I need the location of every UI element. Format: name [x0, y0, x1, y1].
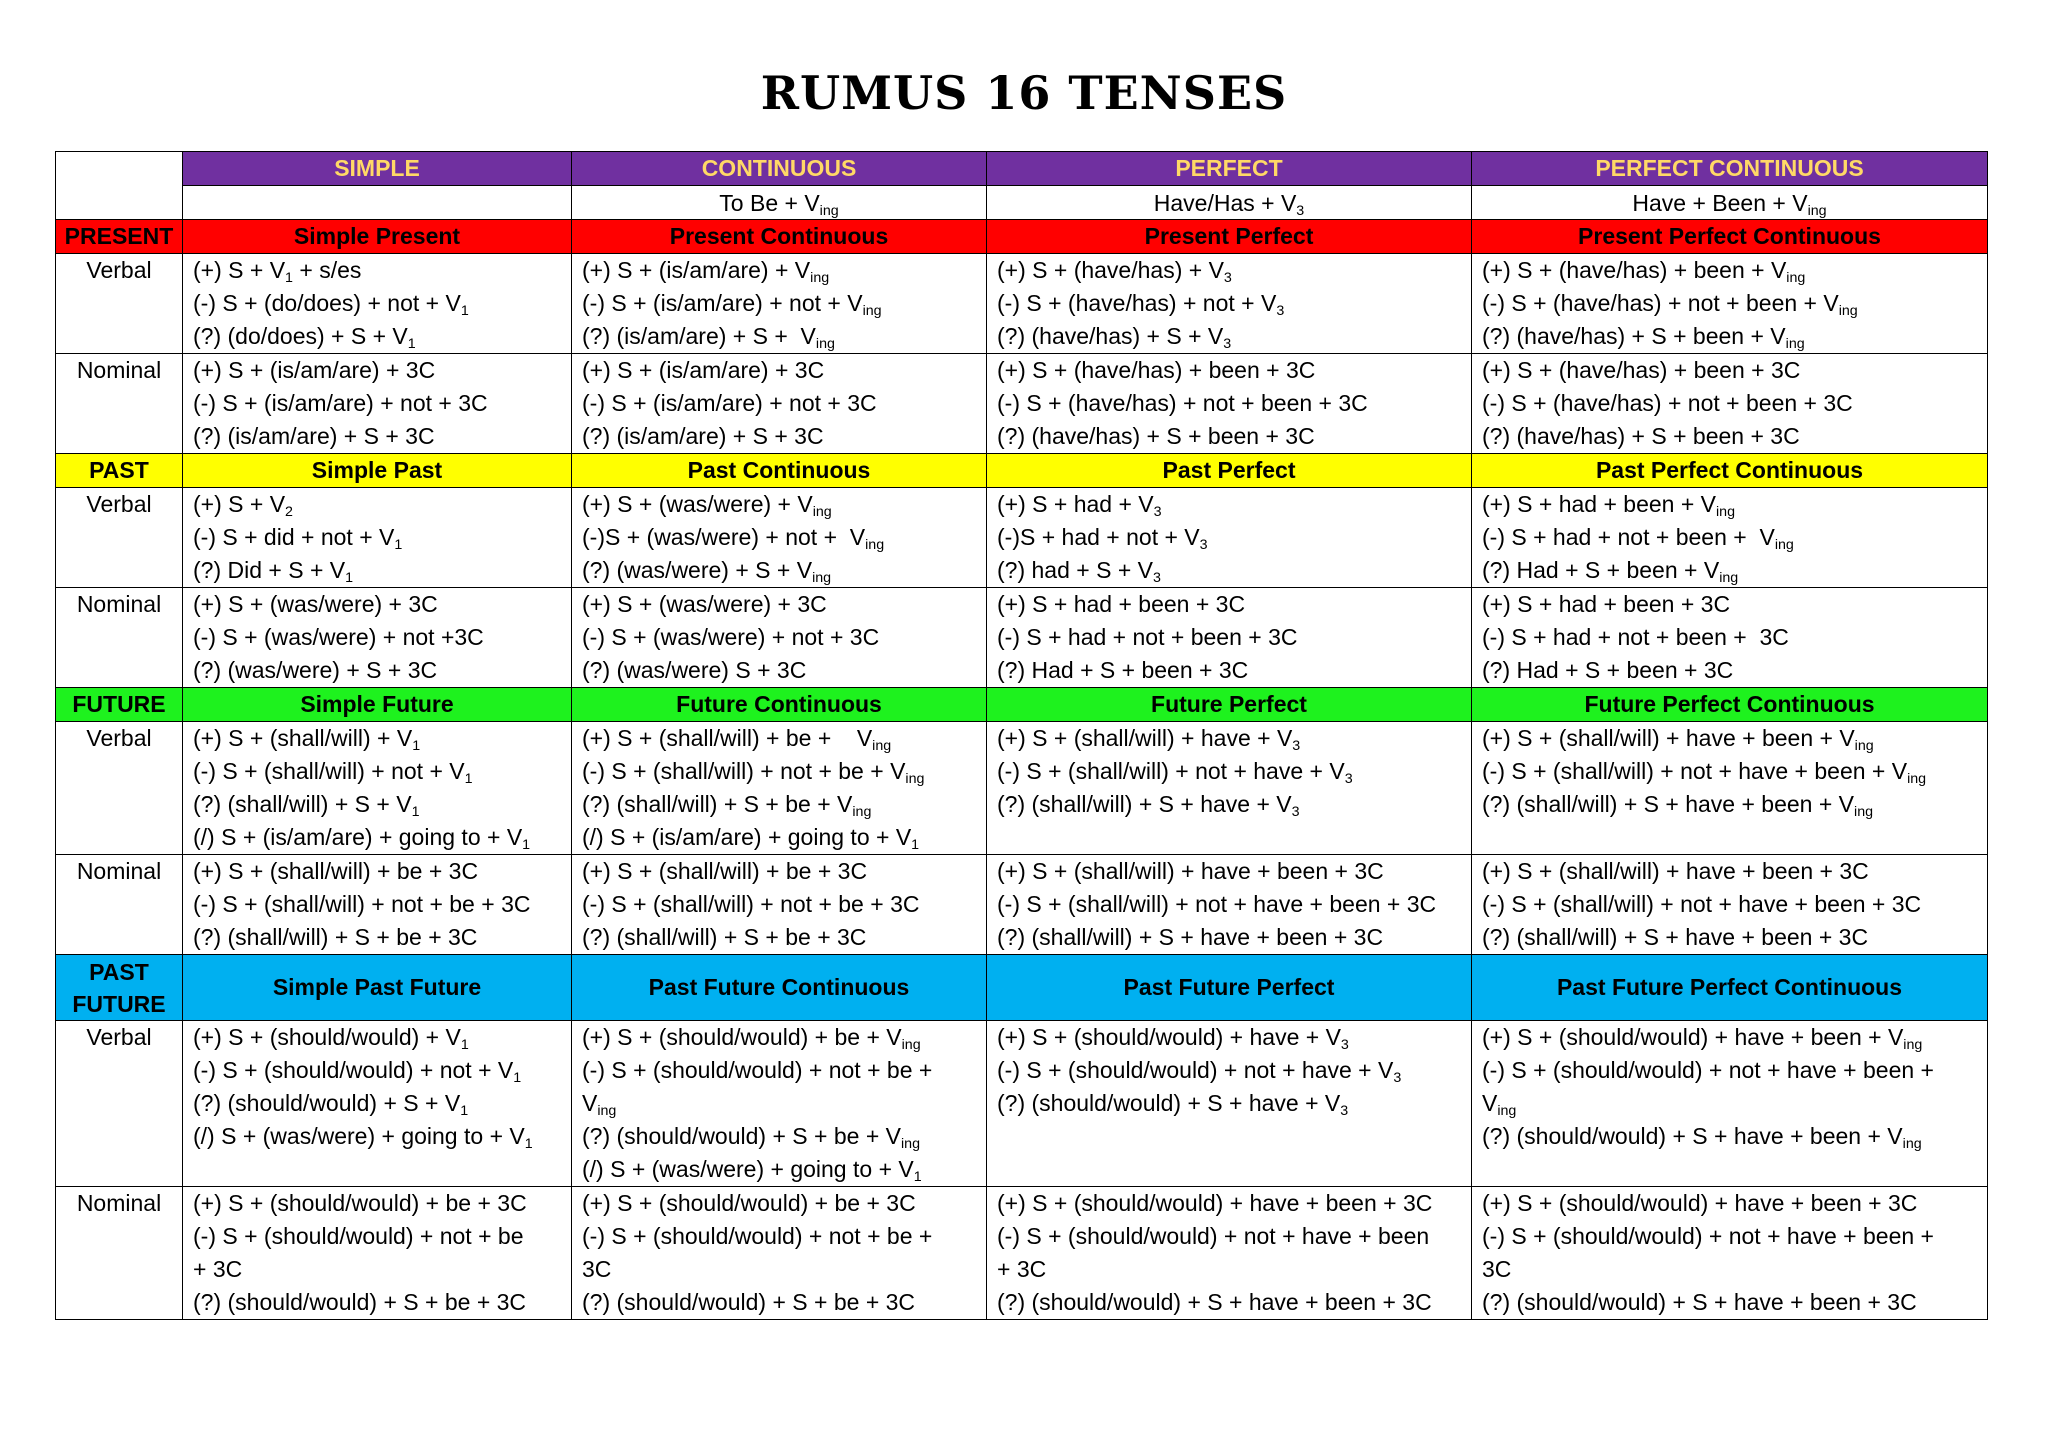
formula-line: (?) (should/would) + S + be + 3C [582, 1289, 916, 1315]
formula-line: (+) S + had + been + $V_{ing}$ [1482, 491, 1736, 520]
formula-line: (+) $S + V_2$ [193, 491, 293, 520]
formula-line: (-) S + (should/would) + not + have + $V_3$ [997, 1057, 1402, 1086]
formula-line: (?) (have/has) + S + been + 3C [997, 423, 1315, 449]
formula-line: (?) (do/does) + $S + V_1$ [193, 323, 416, 352]
formula-line: (?) (shall/will) + $S + V_1$ [193, 791, 420, 820]
formula-line: (?) (is/am/are) + S + 3C [193, 423, 435, 449]
formula-line: (/) S + (was/were) + going to + $V_1$ [193, 1123, 533, 1152]
group-label: PAST [56, 454, 183, 488]
formula-line: 3C [582, 1256, 612, 1282]
formula-line: (+) $S + V_1 + s/es$ [193, 257, 362, 286]
formula-line: (-) S + (should/would) + not + have + been + [1482, 1223, 1934, 1249]
formula-line: (?) Had + S + been + $V_{ing}$ [1482, 557, 1739, 586]
formula-line: (+) S + (was/were) + $V_{ing}$ [582, 491, 832, 520]
formula-line: (?) (should/would) + S + be + $V_{ing}$ [582, 1123, 921, 1152]
row-type-label: Nominal [56, 588, 183, 688]
formula-line: (+) S + (have/has) + been + 3C [997, 357, 1316, 383]
formula-line: (?) had + $S + V_3$ [997, 557, 1161, 586]
formula-line: (?) (shall/will) + S + be + 3C [582, 924, 867, 950]
column-header-row [56, 152, 1988, 186]
formula-row-nominal [56, 354, 1988, 454]
formula-line: (-) S + (should/would) + not + have + been [997, 1223, 1430, 1249]
formula-line: (/) S + (is/am/are) + going to + $V_1$ [193, 824, 531, 853]
tense-name: Present Perfect Continuous [1472, 220, 1988, 254]
formula-line: (?) (should/would) + S + have + been + $V_{ing}$ [1482, 1123, 1922, 1152]
formula-line: (-) S + (was/were) + not + 3C [582, 624, 880, 650]
formula-line: (-) S + (shall/will) + not + have + been + $V_{ing}$ [1482, 758, 1927, 787]
formula-line: (-) S + (should/would) + not + have + been + [1482, 1057, 1934, 1083]
formula-line: (?) $(is/am/are) + S + V_{ing}$ [582, 323, 835, 352]
formula-line: (?) (should/would) + S + have + been + 3C [1482, 1289, 1917, 1315]
group-header-row [56, 688, 1988, 722]
group-label [56, 955, 183, 1021]
formula-cell [987, 855, 1472, 955]
formula-line: (+) S + (shall/will) + have + been + 3C [997, 858, 1384, 884]
formula-line: (+) S + (should/would) + have + been + $V_{ing}$ [1482, 1024, 1923, 1053]
formula-line: (+) S + (shall/will) + be + $V_{ing}$ [582, 725, 892, 754]
formula-line: (?) Had + S + been + 3C [997, 657, 1249, 683]
formula-cell [1472, 488, 1988, 588]
formula-line: (-) S + (do/does) + not + $V_1$ [193, 290, 469, 319]
tense-name: Future Continuous [572, 688, 987, 722]
formula-line: (+) S + (should/would) + $V_1$ [193, 1024, 469, 1053]
tenses-table-body [56, 152, 1988, 1320]
group-label: PRESENT [56, 220, 183, 254]
formula-line: (+) S + (should/would) + have + $V_3$ [997, 1024, 1349, 1053]
group-label-line: FUTURE [72, 990, 166, 1017]
formula-cell [183, 254, 572, 354]
formula-line: (+) S + (shall/will) + have + $V_3$ [997, 725, 1301, 754]
formula-line: (?) (is/am/are) + S + 3C [582, 423, 824, 449]
formula-cell [1472, 722, 1988, 855]
row-type-label: Nominal [56, 855, 183, 955]
row-type-label: Verbal [56, 1021, 183, 1187]
formula-line: (?) (have/has) + S + been + $V_{ing}$ [1482, 323, 1805, 352]
formula-line: (-) S + (was/were) + not +3C [193, 624, 484, 650]
row-type-label: Nominal [56, 1187, 183, 1320]
formula-line: (/) S + (was/were) + going to + $V_1$ [582, 1156, 922, 1185]
formula-line: (+) $S + (is/am/are) + V_{ing}$ [582, 257, 830, 286]
formula-line: (+) S + (should/would) + have + been + 3C [997, 1190, 1433, 1216]
tense-name: Past Perfect [987, 454, 1472, 488]
formula-line: (?) Did + $S + V_1$ [193, 557, 354, 586]
formula-line: (?) (shall/will) + S + be + $V_{ing}$ [582, 791, 872, 820]
formula-line: (+) S + (is/am/are) + 3C [582, 357, 825, 383]
formula-line: + 3C [997, 1256, 1047, 1282]
formula-line: (?) (was/were) + $S + V_{ing}$ [582, 557, 832, 586]
formula-cell [987, 1021, 1472, 1187]
tense-name: Past Future Perfect [987, 955, 1472, 1021]
formula-row [56, 186, 1988, 220]
formula-line: (+) S + (shall/will) + have + been + 3C [1482, 858, 1869, 884]
formula-line: (-) S + (shall/will) + not + have + been + 3C [1482, 891, 1922, 917]
tense-name: Past Future Perfect Continuous [1472, 955, 1988, 1021]
formula-line: (+) S + (should/would) + have + been + 3C [1482, 1190, 1918, 1216]
formula-cell [1472, 354, 1988, 454]
formula-line: (?) (shall/will) + S + be + 3C [193, 924, 478, 950]
formula-cell [987, 354, 1472, 454]
formula-line: (?) (shall/will) + S + have + been + 3C [1482, 924, 1869, 950]
formula-line: (-) S + (should/would) + not + be + [582, 1057, 933, 1083]
row-type-label: Verbal [56, 722, 183, 855]
corner-cell [56, 152, 183, 220]
formula-line: (-) S + (have/has) + not + $V_3$ [997, 290, 1285, 319]
formula-line: (+) S + (is/am/are) + 3C [193, 357, 436, 383]
formula-cell [1472, 1187, 1988, 1320]
formula-line: (-) S + (shall/will) + not + be + 3C [193, 891, 531, 917]
formula-line: (+) S + (should/would) + be + $V_{ing}$ [582, 1024, 921, 1053]
formula-line: (-) S + (should/would) + not + be + [582, 1223, 933, 1249]
formula-cell [987, 722, 1472, 855]
column-header: PERFECT [987, 152, 1472, 186]
formula-line: (-) S + (shall/will) + not + have + been + 3C [997, 891, 1437, 917]
group-header-row [56, 955, 1988, 1021]
formula-cell [572, 1021, 987, 1187]
formula-line: (?) (shall/will) + S + have + $V_3$ [997, 791, 1300, 820]
group-label: FUTURE [56, 688, 183, 722]
column-formula: Have/Has + $V_3$ [987, 186, 1472, 220]
formula-line: (-) S + (shall/will) + not + be + $V_{ing}$ [582, 758, 925, 787]
tense-name: Past Perfect Continuous [1472, 454, 1988, 488]
formula-line: (+) S + (have/has) + been + 3C [1482, 357, 1801, 383]
formula-line: $V_{ing}$ [582, 1090, 617, 1119]
formula-cell [572, 354, 987, 454]
formula-line: (-) S + had + not + been + 3C [997, 624, 1298, 650]
formula-line: (-) S + (is/am/are) + not + 3C [193, 390, 488, 416]
formula-line: (?) (have/has) + S + been + 3C [1482, 423, 1800, 449]
formula-line: (-) S + (shall/will) + not + be + 3C [582, 891, 920, 917]
formula-line: (+) S + had + been + 3C [997, 591, 1246, 617]
formula-line: (?) (should/would) + S + be + 3C [193, 1289, 527, 1315]
tense-name: Simple Past [183, 454, 572, 488]
formula-line: (?) (was/were) S + 3C [582, 657, 807, 683]
formula-line: (+) S + had + been + 3C [1482, 591, 1731, 617]
tense-name: Present Continuous [572, 220, 987, 254]
formula-cell [1472, 1021, 1988, 1187]
formula-line: (+) S + (shall/will) + be + 3C [582, 858, 868, 884]
formula-line: (?) (should/would) + S + have + been + 3C [997, 1289, 1432, 1315]
formula-cell [1472, 855, 1988, 955]
formula-cell [183, 1187, 572, 1320]
formula-line: (-) S + (shall/will) + not + have + $V_3$ [997, 758, 1353, 787]
tense-name: Simple Future [183, 688, 572, 722]
formula-line: (?) (should/would) + S + have + $V_3$ [997, 1090, 1349, 1119]
formula-line: (-)S + had + not + $V_3$ [997, 524, 1208, 553]
formula-row-verbal [56, 488, 1988, 588]
formula-row-nominal [56, 588, 1988, 688]
formula-cell [987, 1187, 1472, 1320]
formula-line: (+) S + (shall/will) + be + 3C [193, 858, 479, 884]
tense-name: Simple Present [183, 220, 572, 254]
column-header: SIMPLE [183, 152, 572, 186]
tense-name: Past Future Continuous [572, 955, 987, 1021]
formula-line: (-) S + had + not + been + 3C [1482, 624, 1789, 650]
formula-line: (-) S + had + not + been + $V_{ing}$ [1482, 524, 1794, 553]
formula-line: (?) (shall/will) + S + have + been + $V_{ing}$ [1482, 791, 1874, 820]
formula-cell [572, 855, 987, 955]
tense-name: Simple Past Future [183, 955, 572, 1021]
formula-cell [183, 488, 572, 588]
formula-line: (?) Had + S + been + 3C [1482, 657, 1734, 683]
formula-line: (+) S + (should/would) + be + 3C [582, 1190, 916, 1216]
column-formula: Have + Been + $V_{ing}$ [1472, 186, 1988, 220]
column-formula: To $Be + V_{ing}$ [572, 186, 987, 220]
formula-line: 3C [1482, 1256, 1512, 1282]
formula-line: + 3C [193, 1256, 243, 1282]
formula-line: (+) S + had + $V_3$ [997, 491, 1162, 520]
tense-name: Present Perfect [987, 220, 1472, 254]
formula-row-nominal [56, 855, 1988, 955]
formula-cell [183, 588, 572, 688]
formula-cell [572, 254, 987, 354]
column-header: PERFECT CONTINUOUS [1472, 152, 1988, 186]
formula-cell [183, 722, 572, 855]
formula-line: (-) S + (should/would) + not + $V_1$ [193, 1057, 522, 1086]
formula-line: (+) S + (have/has) + $V_3$ [997, 257, 1232, 286]
formula-line: (+) S + (shall/will) + have + been + $V_{ing}$ [1482, 725, 1874, 754]
formula-line: (-) S + (shall/will) + not + $V_1$ [193, 758, 473, 787]
tenses-table [55, 151, 1988, 1320]
group-header-row [56, 220, 1988, 254]
formula-line: (?) (shall/will) + S + have + been + 3C [997, 924, 1384, 950]
formula-line: (-) S + (is/am/are) + not + 3C [582, 390, 877, 416]
tense-name: Past Continuous [572, 454, 987, 488]
group-header-row [56, 454, 1988, 488]
column-formula [183, 186, 572, 220]
formula-cell [183, 1021, 572, 1187]
row-type-label: Nominal [56, 354, 183, 454]
formula-cell [572, 588, 987, 688]
row-type-label: Verbal [56, 488, 183, 588]
formula-cell [183, 354, 572, 454]
formula-line: (-) S + (have/has) + not + been + 3C [997, 390, 1368, 416]
formula-line: (?) (have/has) + $S + V_3$ [997, 323, 1232, 352]
formula-cell [572, 1187, 987, 1320]
formula-row-verbal [56, 1021, 1988, 1187]
formula-line: (-) S + (have/has) + not + been + $V_{ing}$ [1482, 290, 1858, 319]
tense-name: Future Perfect Continuous [1472, 688, 1988, 722]
row-type-label: Verbal [56, 254, 183, 354]
formula-cell [183, 855, 572, 955]
formula-cell [987, 488, 1472, 588]
formula-cell [987, 254, 1472, 354]
formula-line: (-) S + did + not + $V_1$ [193, 524, 403, 553]
formula-line: (/) S + (is/am/are) + going to + $V_1$ [582, 824, 920, 853]
formula-line: (+) S + (shall/will) + $V_1$ [193, 725, 421, 754]
formula-line: (-) S + (is/am/are) + not + $V_{ing}$ [582, 290, 882, 319]
formula-line: $V_{ing}$ [1482, 1090, 1517, 1119]
formula-row-verbal [56, 254, 1988, 354]
formula-line: (-) S + (should/would) + not + be [193, 1223, 524, 1249]
formula-cell [572, 488, 987, 588]
formula-line: (-) S + (have/has) + not + been + 3C [1482, 390, 1853, 416]
formula-line: (+) S + (have/has) + been + $V_{ing}$ [1482, 257, 1806, 286]
formula-row-nominal [56, 1187, 1988, 1320]
formula-line: (-)S + (was/were) + not + $V_{ing}$ [582, 524, 885, 553]
formula-line: (+) S + (was/were) + 3C [193, 591, 438, 617]
formula-line: (+) S + (should/would) + be + 3C [193, 1190, 527, 1216]
formula-cell [572, 722, 987, 855]
formula-row-verbal [56, 722, 1988, 855]
group-label-line: PAST [89, 958, 149, 985]
formula-line: (?) (was/were) + S + 3C [193, 657, 438, 683]
column-header: CONTINUOUS [572, 152, 987, 186]
formula-line: (?) (should/would) + $S + V_1$ [193, 1090, 469, 1119]
formula-cell [1472, 588, 1988, 688]
formula-line: (+) S + (was/were) + 3C [582, 591, 827, 617]
document-title: RUMUS 16 TENSES [760, 66, 1288, 120]
formula-cell [987, 588, 1472, 688]
tense-name: Future Perfect [987, 688, 1472, 722]
formula-cell [1472, 254, 1988, 354]
